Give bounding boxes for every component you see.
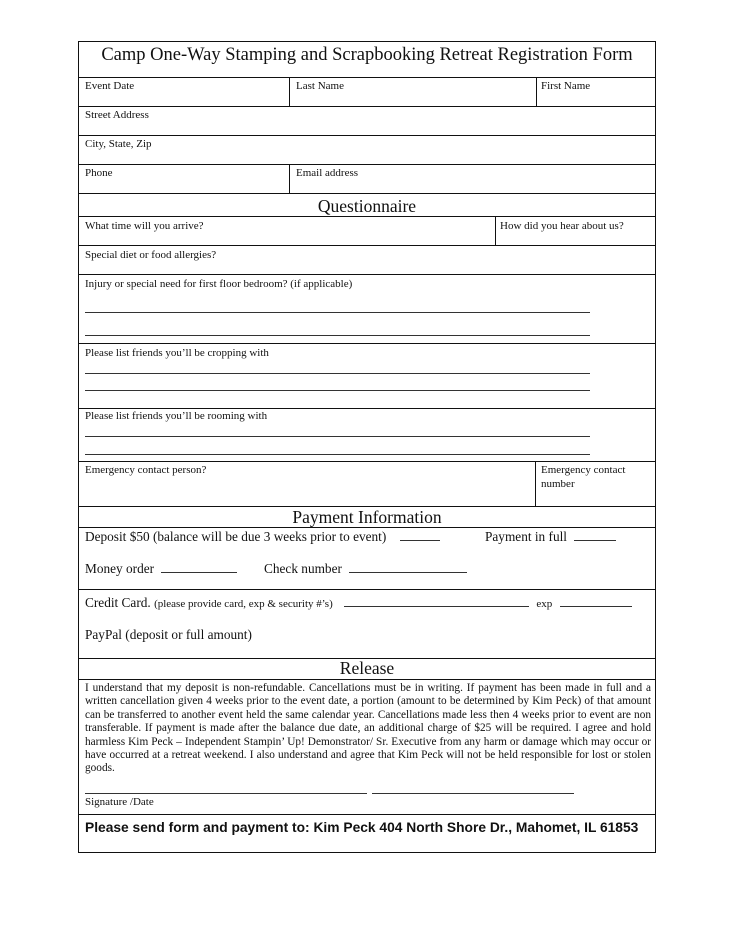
rooming-friends-line[interactable] xyxy=(85,436,590,437)
heard-about-field[interactable]: How did you hear about us? xyxy=(500,220,624,232)
money-order-option xyxy=(85,561,237,577)
form-title: Camp One-Way Stamping and Scrapbooking Retreat Registration Form xyxy=(101,45,633,65)
signature-label: Signature /Date xyxy=(85,796,154,808)
first-name-field[interactable]: First Name xyxy=(541,80,591,92)
divider xyxy=(535,461,536,506)
payment-full-option xyxy=(485,529,616,545)
divider xyxy=(289,164,290,193)
event-date-field[interactable]: Event Date xyxy=(85,80,135,92)
divider xyxy=(536,77,537,106)
release-heading: Release xyxy=(339,658,395,678)
injury-line[interactable] xyxy=(85,312,590,313)
credit-card-option xyxy=(85,595,632,611)
registration-form xyxy=(78,41,656,853)
divider xyxy=(79,245,655,246)
money-order-blank[interactable] xyxy=(161,561,237,573)
divider xyxy=(79,679,655,680)
street-address-field[interactable]: Street Address xyxy=(85,109,149,121)
special-diet-field[interactable]: Special diet or food allergies? xyxy=(85,249,217,261)
exp-blank[interactable] xyxy=(560,595,632,607)
divider xyxy=(79,814,655,815)
payment-heading: Payment Information xyxy=(292,507,442,527)
divider xyxy=(79,135,655,136)
divider xyxy=(79,408,655,409)
date-line[interactable] xyxy=(372,793,574,794)
payment-full-blank[interactable] xyxy=(574,529,616,541)
injury-label: Injury or special need for first floor bedroom? (if applicable) xyxy=(85,278,353,290)
check-number-option xyxy=(264,561,467,577)
cropping-friends-line[interactable] xyxy=(85,390,590,391)
phone-field[interactable]: Phone xyxy=(85,167,113,179)
paypal-option: PayPal (deposit or full amount) xyxy=(85,627,252,642)
rooming-friends-line[interactable] xyxy=(85,454,590,455)
credit-card-note: (please provide card, exp & security #’s) xyxy=(154,598,333,610)
cropping-friends-label: Please list friends you’ll be cropping with xyxy=(85,347,269,359)
divider xyxy=(79,164,655,165)
city-state-zip-field[interactable]: City, State, Zip xyxy=(85,138,152,150)
deposit-option xyxy=(85,529,440,545)
divider xyxy=(79,77,655,78)
divider xyxy=(289,77,290,106)
emergency-contact-number-label: number xyxy=(541,478,575,490)
divider xyxy=(79,343,655,344)
payment-full-label: Payment in full xyxy=(485,529,567,544)
release-text: I understand that my deposit is non-refundable. Cancellations must be in writing. If payment has been made in full and a written cancellation given 4 weeks prior to the event date, a portion (amount to be determined by Kim Peck) of that amount can be transferred to another event held the same calendar year. Cancellations made less then 4 weeks prior to event are non transferable. If payment is made after the balance due date, an additional charge of $25 will be required. I agree and hold harmless Kim Peck – Independent Stampin’ Up! Demonstrator/ Sr. Executive from any harm or damage which may occur or have occurred at a retreat weekend. I also understand and agree that Kim Peck will not be held responsible for lost or stolen goods. xyxy=(85,682,651,775)
divider xyxy=(79,274,655,275)
divider xyxy=(79,461,655,462)
divider xyxy=(79,106,655,107)
questionnaire-heading: Questionnaire xyxy=(317,196,417,216)
signature-line[interactable] xyxy=(85,793,367,794)
divider xyxy=(79,193,655,194)
divider xyxy=(79,216,655,217)
emergency-contact-number-field[interactable]: Emergency contact xyxy=(541,464,626,476)
rooming-friends-label: Please list friends you’ll be rooming with xyxy=(85,410,268,422)
divider xyxy=(79,589,655,590)
deposit-label: Deposit $50 (balance will be due 3 weeks prior to event) xyxy=(85,529,387,544)
credit-card-blank[interactable] xyxy=(344,595,529,607)
divider xyxy=(495,216,496,245)
check-number-blank[interactable] xyxy=(349,561,467,573)
check-number-label: Check number xyxy=(264,561,342,576)
email-field[interactable]: Email address xyxy=(296,167,359,179)
cropping-friends-line[interactable] xyxy=(85,373,590,374)
last-name-field[interactable]: Last Name xyxy=(296,80,344,92)
mailing-instructions: Please send form and payment to: Kim Peck 404 North Shore Dr., Mahomet, IL 61853 xyxy=(85,820,639,835)
money-order-label: Money order xyxy=(85,561,155,576)
divider xyxy=(79,527,655,528)
exp-label: exp xyxy=(536,598,553,610)
credit-card-label: Credit Card. xyxy=(85,595,151,610)
deposit-blank[interactable] xyxy=(400,529,440,541)
emergency-contact-person-field[interactable]: Emergency contact person? xyxy=(85,464,207,476)
injury-line[interactable] xyxy=(85,335,590,336)
arrival-time-field[interactable]: What time will you arrive? xyxy=(85,220,204,232)
